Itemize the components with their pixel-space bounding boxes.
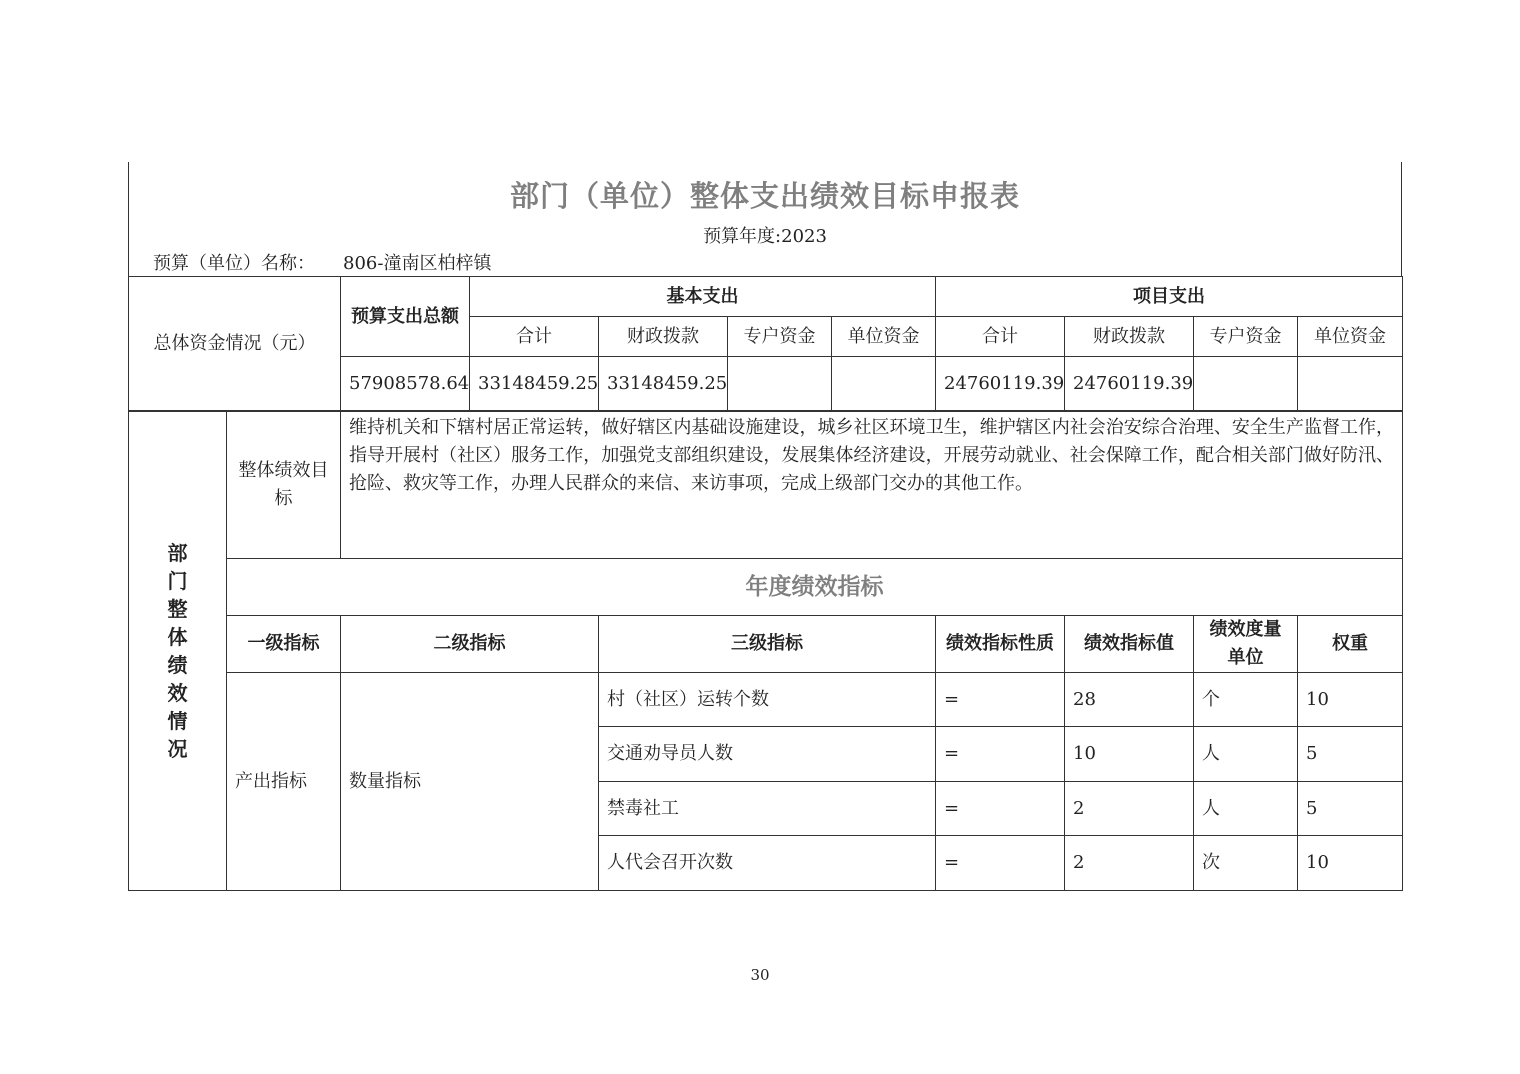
side-label-char: 情 <box>167 709 188 733</box>
indicator-header-row <box>129 616 1403 673</box>
budget-year: 预算年度:2023 <box>703 226 827 247</box>
side-label-char: 体 <box>167 625 188 649</box>
indicator-weight: 10 <box>1298 836 1403 891</box>
page-title: 部门（单位）整体支出绩效目标申报表 <box>509 179 1020 213</box>
side-label-char: 效 <box>167 681 188 705</box>
funds-row-label: 总体资金情况（元） <box>129 277 341 411</box>
funds-table <box>128 276 1403 411</box>
indicator-header: 三级指标 <box>599 616 936 673</box>
side-label-char: 整 <box>167 597 188 621</box>
report-page <box>128 162 1402 891</box>
section-row <box>129 559 1403 616</box>
fund-value: 33148459.25 <box>599 357 728 411</box>
total-header: 预算支出总额 <box>341 277 470 357</box>
indicator-nature: = <box>936 673 1065 727</box>
indicator-unit: 个 <box>1194 673 1298 727</box>
side-label-char: 部 <box>167 541 188 565</box>
indicator-weight: 5 <box>1298 727 1403 782</box>
sub-header: 财政拨款 <box>599 317 728 357</box>
indicator-unit: 次 <box>1194 836 1298 891</box>
goal-text: 维持机关和下辖村居正常运转，做好辖区内基础设施建设，城乡社区环境卫生，维护辖区内社会治安综合治理、安全生产监督工作，指导开展村（社区）服务工作，加强党支部组织建设，发展集体经济建设，开展劳动就业、社会保障工作，配合相关部门做好防汛、抢险、救灾等工作，办理人民群众的来信、来访事项，完成上级部门交办的其他工作。 <box>341 412 1403 559</box>
indicator-unit: 人 <box>1194 727 1298 782</box>
side-label <box>129 412 227 891</box>
performance-table <box>128 411 1403 891</box>
side-label-char: 门 <box>167 569 188 593</box>
sub-header: 合计 <box>470 317 599 357</box>
level3-indicator: 村（社区）运转个数 <box>599 673 936 727</box>
indicator-value: 10 <box>1065 727 1194 782</box>
report-header <box>128 162 1402 276</box>
indicator-value: 2 <box>1065 782 1194 836</box>
table-row <box>129 673 1403 727</box>
side-label-char: 况 <box>167 737 188 761</box>
indicator-nature: = <box>936 727 1065 782</box>
indicator-weight: 5 <box>1298 782 1403 836</box>
indicator-value: 2 <box>1065 836 1194 891</box>
sub-header: 合计 <box>936 317 1065 357</box>
indicator-header: 绩效度量单位 <box>1194 616 1298 673</box>
indicator-header: 绩效指标值 <box>1065 616 1194 673</box>
level3-indicator: 交通劝导员人数 <box>599 727 936 782</box>
unit-line <box>153 249 491 275</box>
fund-value: 24760119.39 <box>936 357 1065 411</box>
indicator-nature: = <box>936 836 1065 891</box>
total-value: 57908578.64 <box>341 357 470 411</box>
indicator-unit: 人 <box>1194 782 1298 836</box>
side-label-char: 绩 <box>167 653 188 677</box>
sub-header: 财政拨款 <box>1065 317 1194 357</box>
indicator-weight: 10 <box>1298 673 1403 727</box>
fund-value <box>832 357 936 411</box>
project-header: 项目支出 <box>936 277 1403 317</box>
fund-value <box>1298 357 1403 411</box>
unit-value: 806-潼南区柏梓镇 <box>343 253 492 274</box>
sub-header: 单位资金 <box>1298 317 1403 357</box>
level3-indicator: 禁毒社工 <box>599 782 936 836</box>
funds-header-row <box>129 277 1403 317</box>
sub-header: 专户资金 <box>1194 317 1298 357</box>
fund-value: 33148459.25 <box>470 357 599 411</box>
level1-indicator: 产出指标 <box>227 673 341 891</box>
indicator-header: 权重 <box>1298 616 1403 673</box>
basic-header: 基本支出 <box>470 277 936 317</box>
unit-label: 预算（单位）名称： <box>153 253 315 274</box>
page-number: 30 <box>750 966 770 984</box>
level3-indicator: 人代会召开次数 <box>599 836 936 891</box>
section-title: 年度绩效指标 <box>227 559 1403 616</box>
sub-header: 单位资金 <box>832 317 936 357</box>
goal-label: 整体绩效目标 <box>227 412 341 559</box>
indicator-header: 一级指标 <box>227 616 341 673</box>
goal-row <box>129 412 1403 559</box>
level2-indicator: 数量指标 <box>341 673 599 891</box>
indicator-value: 28 <box>1065 673 1194 727</box>
indicator-header: 二级指标 <box>341 616 599 673</box>
indicator-nature: = <box>936 782 1065 836</box>
fund-value: 24760119.39 <box>1065 357 1194 411</box>
fund-value <box>1194 357 1298 411</box>
indicator-header: 绩效指标性质 <box>936 616 1065 673</box>
fund-value <box>728 357 832 411</box>
sub-header: 专户资金 <box>728 317 832 357</box>
